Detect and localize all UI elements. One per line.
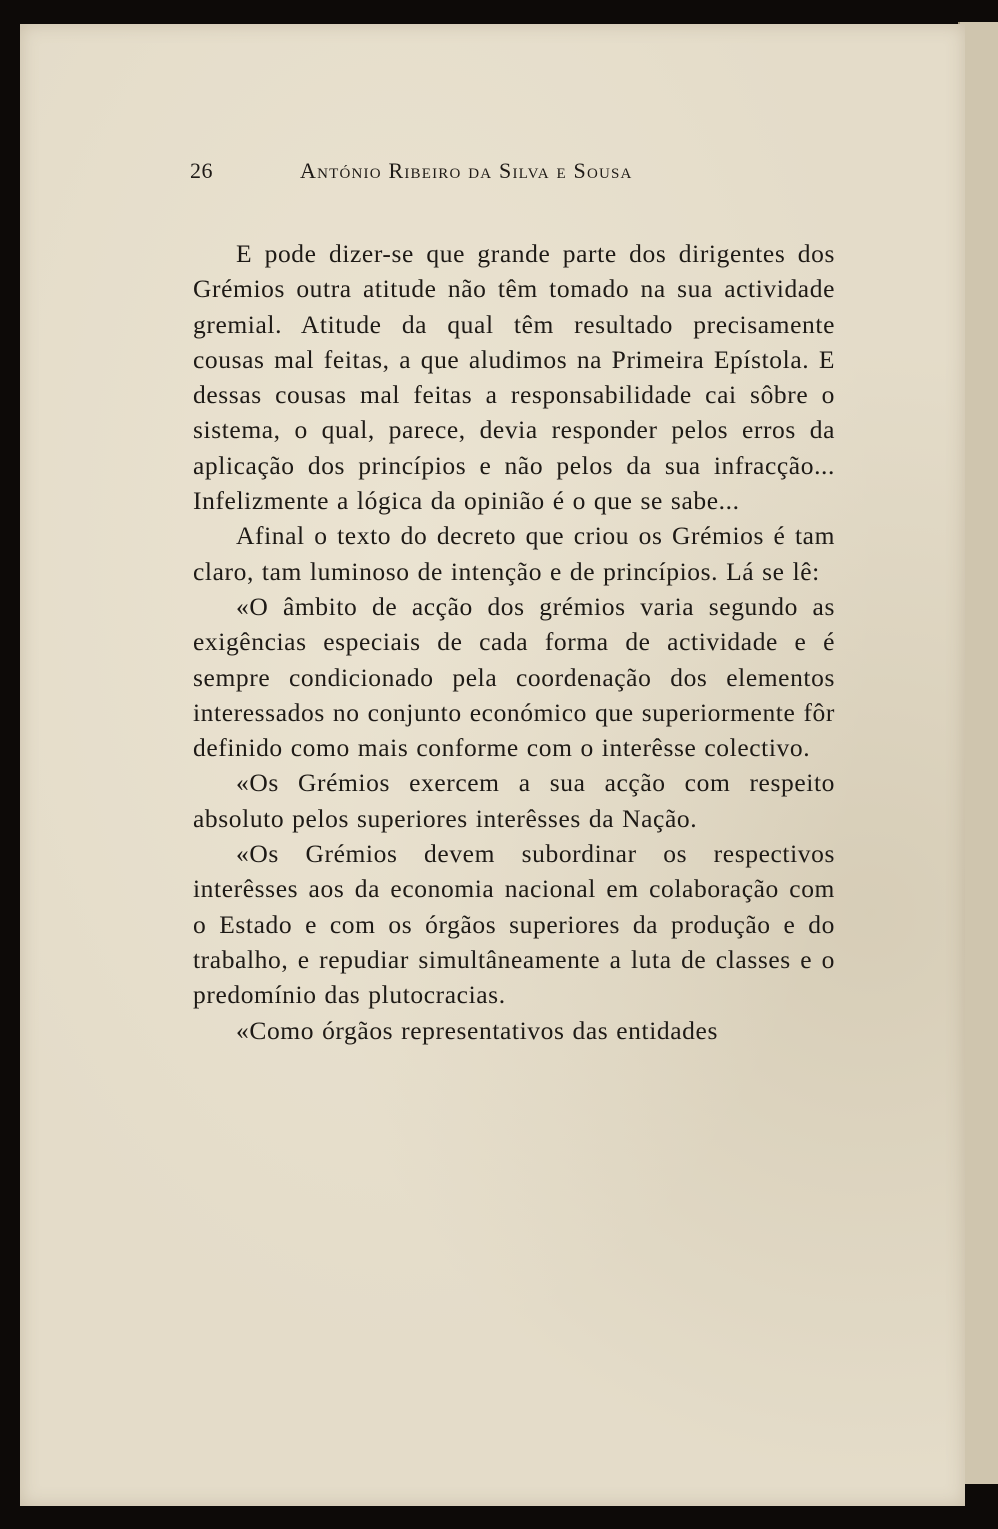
quote-paragraph: «Os Grémios exercem a sua acção com respeito absoluto pelos superiores interêsses da Nação. — [193, 768, 835, 833]
quote-paragraph: «Como órgãos representativos das entidades — [236, 1015, 718, 1045]
paragraph: Afinal o texto do decreto que criou os Grémios é tam claro, tam luminoso de intenção e de princípios. Lá se lê: — [193, 521, 835, 586]
body-text — [193, 236, 835, 1048]
quote-paragraph: «Os Grémios devem subordinar os respectivos interêsses aos da economia nacional em colaboração com o Estado e com os órgãos superiores da produção e do trabalho, e repudiar simultâneamente a luta de classes e o predomínio das plutocracias. — [193, 839, 835, 1010]
page-number: 26 — [190, 158, 213, 183]
quote-paragraph: «O âmbito de acção dos grémios varia segundo as exigências especiais de cada forma de actividade e é sempre condicionado pela coordenação dos elementos interessados no conjunto económico que superiormente fôr definido como mais conforme com o interêsse colectivo. — [193, 591, 835, 763]
running-head-title: António Ribeiro da Silva e Sousa — [300, 158, 633, 183]
running-head — [190, 158, 750, 184]
paragraph: E pode dizer-se que grande parte dos dirigentes dos Grémios outra atitude não têm tomado na sua actividade gremial. Atitude da qual têm resultado precisamente cousas mal feitas, a que aludimos na Primeira Epístola. E dessas cousas mal feitas a responsabilidade cai sôbre o sistema, o qual, parece, devia responder pelos erros da aplicação dos princípios e não pelos da sua infracção... Infelizmente a lógica da opinião é o que se sabe... — [193, 239, 835, 516]
